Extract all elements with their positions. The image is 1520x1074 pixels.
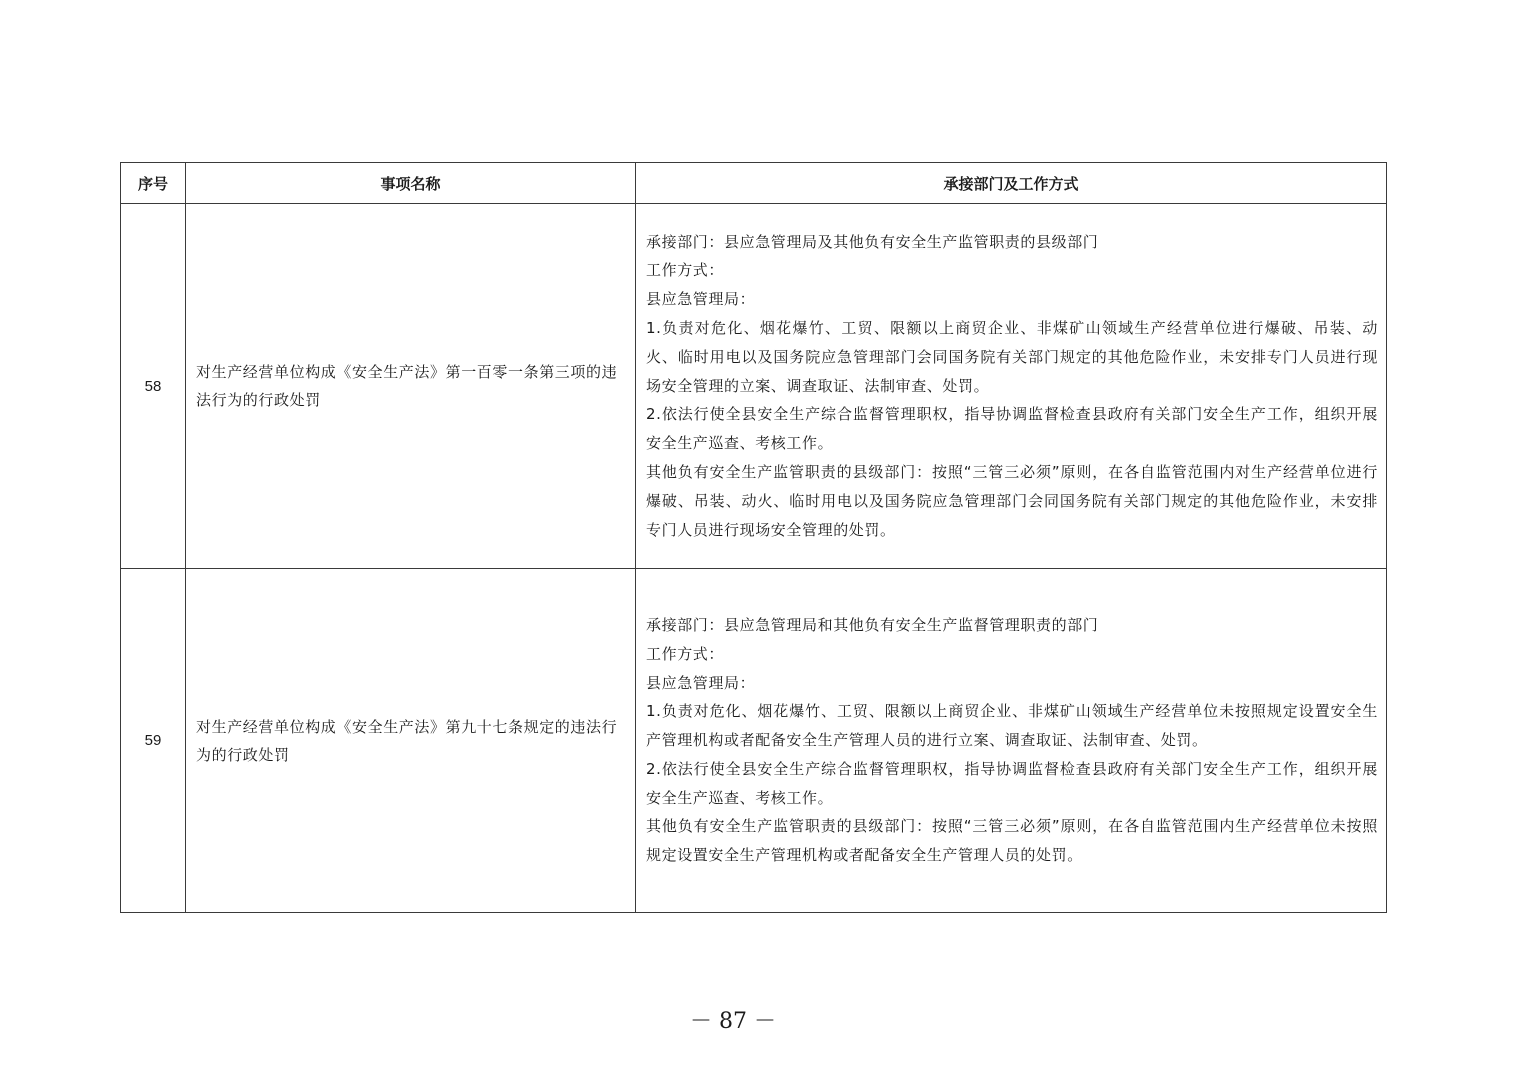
dept-line: 1.负责对危化、烟花爆竹、工贸、限额以上商贸企业、非煤矿山领域生产经营单位进行爆破、吊装、动火、临时用电以及国务院应急管理部门会同国务院有关部门规定的其他危险作业，未安排专门人员进行现场安全管理的立案、调查取证、法制审查、处罚。 <box>646 319 1378 395</box>
dept-line: 县应急管理局： <box>646 673 756 692</box>
items-table <box>120 162 1387 913</box>
header-dept-method: 承接部门及工作方式 <box>636 163 1387 204</box>
dept-line: 1.负责对危化、烟花爆竹、工贸、限额以上商贸企业、非煤矿山领域生产经营单位未按照规定设置安全生产管理机构或者配备安全生产管理人员的进行立案、调查取证、法制审查、处罚。 <box>646 702 1378 750</box>
table-header-row <box>121 163 1387 204</box>
header-seq: 序号 <box>121 163 186 204</box>
header-item-name: 事项名称 <box>186 163 636 204</box>
dept-line: 县应急管理局： <box>646 290 756 309</box>
dept-line: 工作方式： <box>646 261 725 280</box>
table-row <box>121 204 1387 569</box>
dept-line: 工作方式： <box>646 644 725 663</box>
row-dept-method <box>636 569 1387 913</box>
row-item-name: 对生产经营单位构成《安全生产法》第九十七条规定的违法行为的行政处罚 <box>186 569 636 913</box>
dept-line: 其他负有安全生产监管职责的县级部门：按照“三管三必须”原则，在各自监管范围内对生产经营单位进行爆破、吊装、动火、临时用电以及国务院应急管理部门会同国务院有关部门规定的其他危险作业，未安排专门人员进行现场安全管理的处罚。 <box>646 462 1378 539</box>
dept-line: 承接部门：县应急管理局和其他负有安全生产监督管理职责的部门 <box>646 615 1099 634</box>
row-seq: 59 <box>121 569 186 913</box>
row-item-name: 对生产经营单位构成《安全生产法》第一百零一条第三项的违法行为的行政处罚 <box>186 204 636 569</box>
dept-line: 其他负有安全生产监管职责的县级部门：按照“三管三必须”原则，在各自监管范围内生产经营单位未按照规定设置安全生产管理机构或者配备安全生产管理人员的处罚。 <box>646 817 1378 865</box>
dept-line: 2.依法行使全县安全生产综合监督管理职权，指导协调监督检查县政府有关部门安全生产工作，组织开展安全生产巡查、考核工作。 <box>646 405 1378 453</box>
page-number: － 87 － <box>690 1009 776 1034</box>
row-dept-method <box>636 204 1387 569</box>
dept-line: 2.依法行使全县安全生产综合监督管理职权，指导协调监督检查县政府有关部门安全生产工作，组织开展安全生产巡查、考核工作。 <box>646 759 1378 807</box>
row-seq: 58 <box>121 204 186 569</box>
table-row <box>121 569 1387 913</box>
dept-line: 承接部门：县应急管理局及其他负有安全生产监管职责的县级部门 <box>646 232 1099 251</box>
